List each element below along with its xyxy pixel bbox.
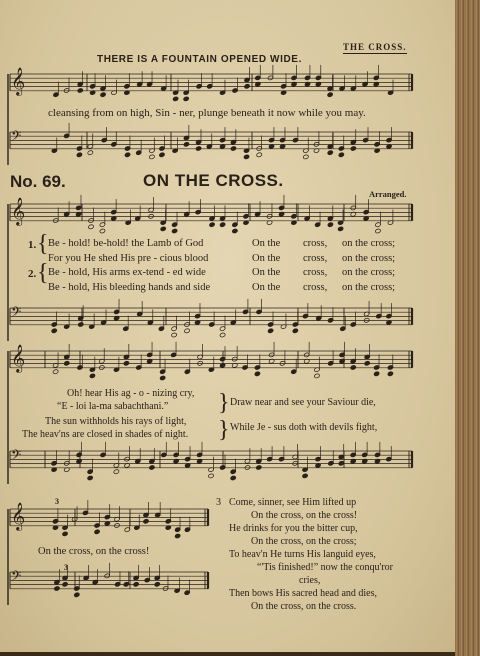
lyric-line-a: Be - hold! be-hold! the Lamb of God bbox=[48, 238, 204, 249]
verse3-line: On the cross, on the cross. bbox=[251, 601, 357, 612]
lyric-line-d: on the cross; bbox=[342, 282, 396, 293]
lyric-line: Oh! hear His ag - o - nizing cry, bbox=[67, 388, 195, 399]
verse3-line: To heav'n He turns His languid eyes, bbox=[229, 549, 376, 560]
lyric-line-c: cross, bbox=[303, 267, 328, 278]
page-header: THE CROSS. bbox=[343, 42, 407, 52]
lyric-line-b: On the bbox=[252, 238, 281, 249]
verse-number-2: 2. bbox=[28, 268, 37, 280]
system3-lyric: On the cross, on the cross! bbox=[38, 546, 150, 557]
svg-text:𝄞: 𝄞 bbox=[11, 67, 26, 95]
verse-brace: { bbox=[37, 231, 49, 257]
hymn-number: No. 69. bbox=[10, 172, 66, 191]
lyric-line-b: On the bbox=[252, 282, 281, 293]
verse3-line: On the cross, on the cross; bbox=[251, 536, 357, 547]
svg-text:𝄞: 𝄞 bbox=[11, 197, 26, 225]
verse3-line: He drinks for you the bitter cup, bbox=[229, 523, 358, 534]
lyric-line: Draw near and see your Saviour die, bbox=[230, 397, 376, 408]
lyric-line: The heav'ns are closed in shades of night. bbox=[22, 429, 189, 440]
lyric-line-b: On the bbox=[252, 267, 281, 278]
svg-text:𝄞: 𝄞 bbox=[11, 502, 26, 530]
previous-hymn-lyric: cleansing from on high, Sin - ner, plunge beneath it now while you may. bbox=[48, 107, 366, 119]
lyric-line-d: on the cross; bbox=[342, 267, 396, 278]
lyric-line: “E - loi la-ma sabachthani.” bbox=[57, 401, 169, 412]
lyric-line-a: For you He shed His pre - cious blood bbox=[48, 253, 209, 264]
triplet-mark: 3 bbox=[64, 563, 68, 572]
verse3-line: On the cross, on the cross! bbox=[251, 510, 358, 521]
svg-text:𝄢: 𝄢 bbox=[11, 128, 22, 147]
lyric-line-a: Be - hold, His bleeding hands and side bbox=[48, 282, 211, 293]
verse-brace: } bbox=[218, 417, 230, 443]
lyric-line: While Je - sus doth with devils fight, bbox=[230, 422, 378, 433]
book-page-edges bbox=[455, 0, 480, 656]
verse-brace: { bbox=[37, 260, 49, 286]
svg-text:𝄢: 𝄢 bbox=[11, 447, 22, 466]
svg-text:𝄢: 𝄢 bbox=[11, 568, 22, 587]
lyric-line: The sun withholds his rays of light, bbox=[45, 416, 187, 427]
lyric-line-a: Be - hold, His arms ex-tend - ed wide bbox=[48, 267, 206, 278]
hymn-title: ON THE CROSS. bbox=[143, 171, 284, 190]
triplet-mark: 3 bbox=[55, 497, 59, 506]
lyric-line-c: cross, bbox=[303, 282, 328, 293]
previous-hymn-title: THERE IS A FOUNTAIN OPENED WIDE. bbox=[97, 54, 302, 65]
verse-number-3: 3 bbox=[216, 497, 221, 508]
verse3-line: “'Tis finished!” now the conqu'ror bbox=[257, 562, 393, 573]
svg-text:𝄢: 𝄢 bbox=[11, 304, 22, 323]
lyric-line-d: on the cross; bbox=[342, 238, 396, 249]
verse3-line: Then bows His sacred head and dies, bbox=[229, 588, 378, 599]
verse-brace: } bbox=[218, 390, 230, 416]
lyric-line-c: cross, bbox=[303, 238, 328, 249]
verse-number-1: 1. bbox=[28, 239, 37, 251]
hymn-credit: Arranged. bbox=[369, 189, 407, 199]
lyric-line-c: cross, bbox=[303, 253, 328, 264]
svg-text:𝄞: 𝄞 bbox=[11, 344, 26, 372]
verse3-line: Come, sinner, see Him lifted up bbox=[229, 497, 357, 508]
lyric-line-b: On the bbox=[252, 253, 281, 264]
lyric-line-d: on the cross; bbox=[342, 253, 396, 264]
verse3-line: cries, bbox=[299, 575, 321, 586]
